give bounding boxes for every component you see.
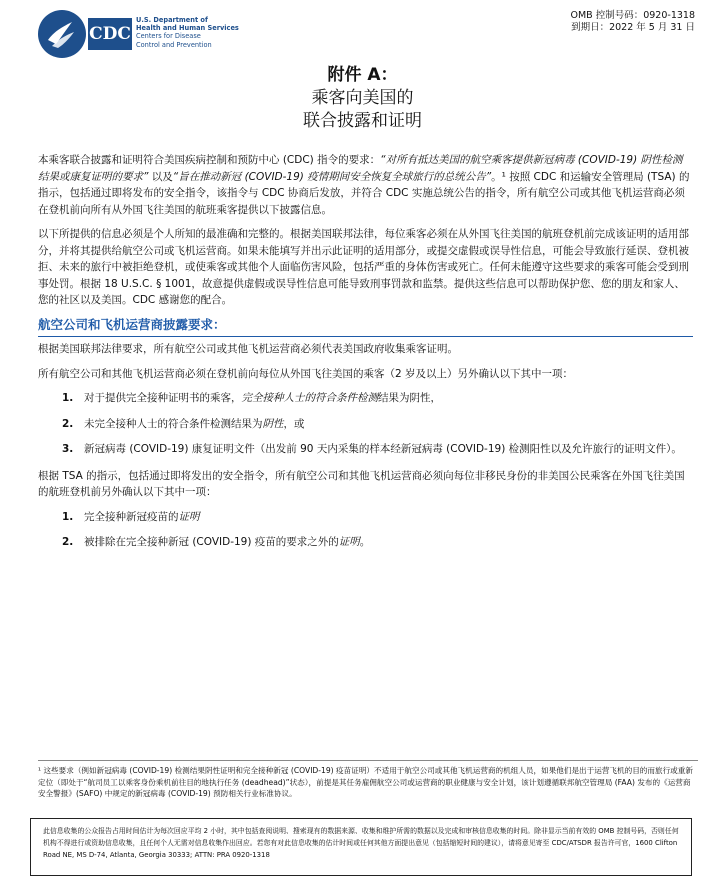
agency-name: U.S. Department of Health and Human Services Centers for Disease Control and Prevention: [136, 16, 239, 49]
intro-paragraph-2: 以下所提供的信息必须是个人所知的最准确和完整的。根据美国联邦法律，每位乘客必须在从外国飞往美国的航班登机前完成该证明的适用部分，并将其提供给航空公司或飞机运营商。如果未能填写并出示此证明的适用部分，或提交虚假或误导性信息，可能会导致旅行延误、登机被拒、未来的旅行中被拒绝登机，或使乘客或其他个人面临伤害风险，包括严重的身体伤害或死亡。任何未能遵守这些要求的乘客可能会受到刑事处罚。根据 18 U.S.C. § 1001，故意提供虚假或误导性信息可能导致刑事罚款和监禁。提供这些信息可以帮助保护您、您的朋友和家人、您的社区以及美国。CDC 感谢您的配合。: [38, 228, 689, 306]
hhs-eagle-icon: [38, 10, 86, 58]
section-paragraph-3: 根据 TSA 的指示，包括通过即将发出的安全指令，所有航空公司和其他飞机运营商必须向每位非移民身份的非美国公民乘客在外国飞往美国的航班登机前另外确认以下其中一项：: [38, 469, 685, 498]
omb-info: [571, 10, 696, 34]
expiration-date: 到期日：2022 年 5 月 31 日: [571, 22, 695, 33]
intro-paragraph-1: 本乘客联合披露和证明符合美国疾病控制和预防中心 (CDC) 指令的要求：“对所有抵达美国的航空乘客提供新冠病毒 (COVID-19) 阴性检测结果或康复证明的要求” 以及“旨在推动新冠 (COVID-19) 疫情期间安全恢复全球旅行的总统公告”。¹ 按照 CDC 和运输安全管理局 (TSA) 的指示，包括通过即将发布的安全指令，该指令与 CDC 协商后发放，并符合 CDC 实施总统公告的指令，所有航空公司或其他飞机运营商必须在登机前向所有从外国飞往美国的航班乘客提供以下披露信息。: [38, 154, 690, 216]
title-line-2: 乘客向美国的: [311, 88, 414, 108]
section-paragraph-2: 所有航空公司和其他飞机运营商必须在登机前向每位从外国飞往美国的乘客（2 岁及以上）另外确认以下其中一项：: [38, 367, 574, 380]
document-title: [0, 64, 725, 133]
footnote: ¹ 这些要求（例如新冠病毒 (COVID-19) 检测结果阴性证明和完全接种新冠 (COVID-19) 疫苗证明）不适用于航空公司或其他飞机运营商的机组人员，如果他们是出于运营飞机的目的而旅行或重新定位（即处于“航司员工以乘客身份乘机前往目的地执行任务 (deadhead)”状态），前提是其任务雇佣航空公司或运营商的职业健康与安全计划，该计划遵循联邦航空管理局 (FAA) 发布的《运营商安全警报》(SAFO) 中规定的新冠病毒 (COVID-19) 预防相关行业标准协议。: [38, 760, 698, 800]
title-line-1: 附件 A：: [327, 65, 398, 85]
cdc-wordmark: CDC: [88, 18, 132, 50]
list-item: 2. 未完全接种人士的符合条件检测结果为阴性，或: [62, 417, 305, 430]
list-item: 2. 被排除在完全接种新冠 (COVID-19) 疫苗的要求之外的证明。: [62, 536, 371, 548]
burden-statement: 此信息收集的公众报告占用时间估计为每次回应平均 2 小时，其中包括查阅说明、搜索现有的数据来源、收集和维护所需的数据以及完成和审核信息收集的时间。除非显示当前有效的 OMB 控制号码，否则任何机构不得进行或资助信息收集，且任何个人无需对信息收集作出回应。若您有对此信息收集的估计时间或任何其他方面提出意见（包括缩短时间的建议），请将意见寄至 CDC/ATSDR 报告许可官，1600 Clifton Road NE, MS D-74, Atlanta, Georgia 30333; ATTN: PRA 0920-1318: [30, 818, 692, 876]
vaccination-confirmation-list: [38, 509, 693, 551]
section-heading: 航空公司和飞机运营商披露要求：: [38, 317, 693, 338]
section-paragraph-1: 根据美国联邦法律要求，所有航空公司或其他飞机运营商必须代表美国政府收集乘客证明。: [38, 343, 458, 355]
title-line-3: 联合披露和证明: [303, 111, 422, 131]
list-item: 1. 对于提供完全接种证明书的乘客，完全接种人士的符合条件检测结果为阴性，: [62, 392, 441, 404]
airline-confirmation-list: [38, 390, 693, 458]
omb-number: OMB 控制号码：0920-1318: [570, 10, 695, 21]
cdc-logo: [38, 10, 239, 60]
main-content: [38, 152, 693, 561]
list-item: 3. 新冠病毒 (COVID-19) 康复证明文件（出发前 90 天内采集的样本经新冠病毒 (COVID-19) 检测阳性以及允许旅行的证明文件）。: [62, 443, 682, 455]
list-item: 1. 完全接种新冠疫苗的证明: [62, 510, 200, 523]
